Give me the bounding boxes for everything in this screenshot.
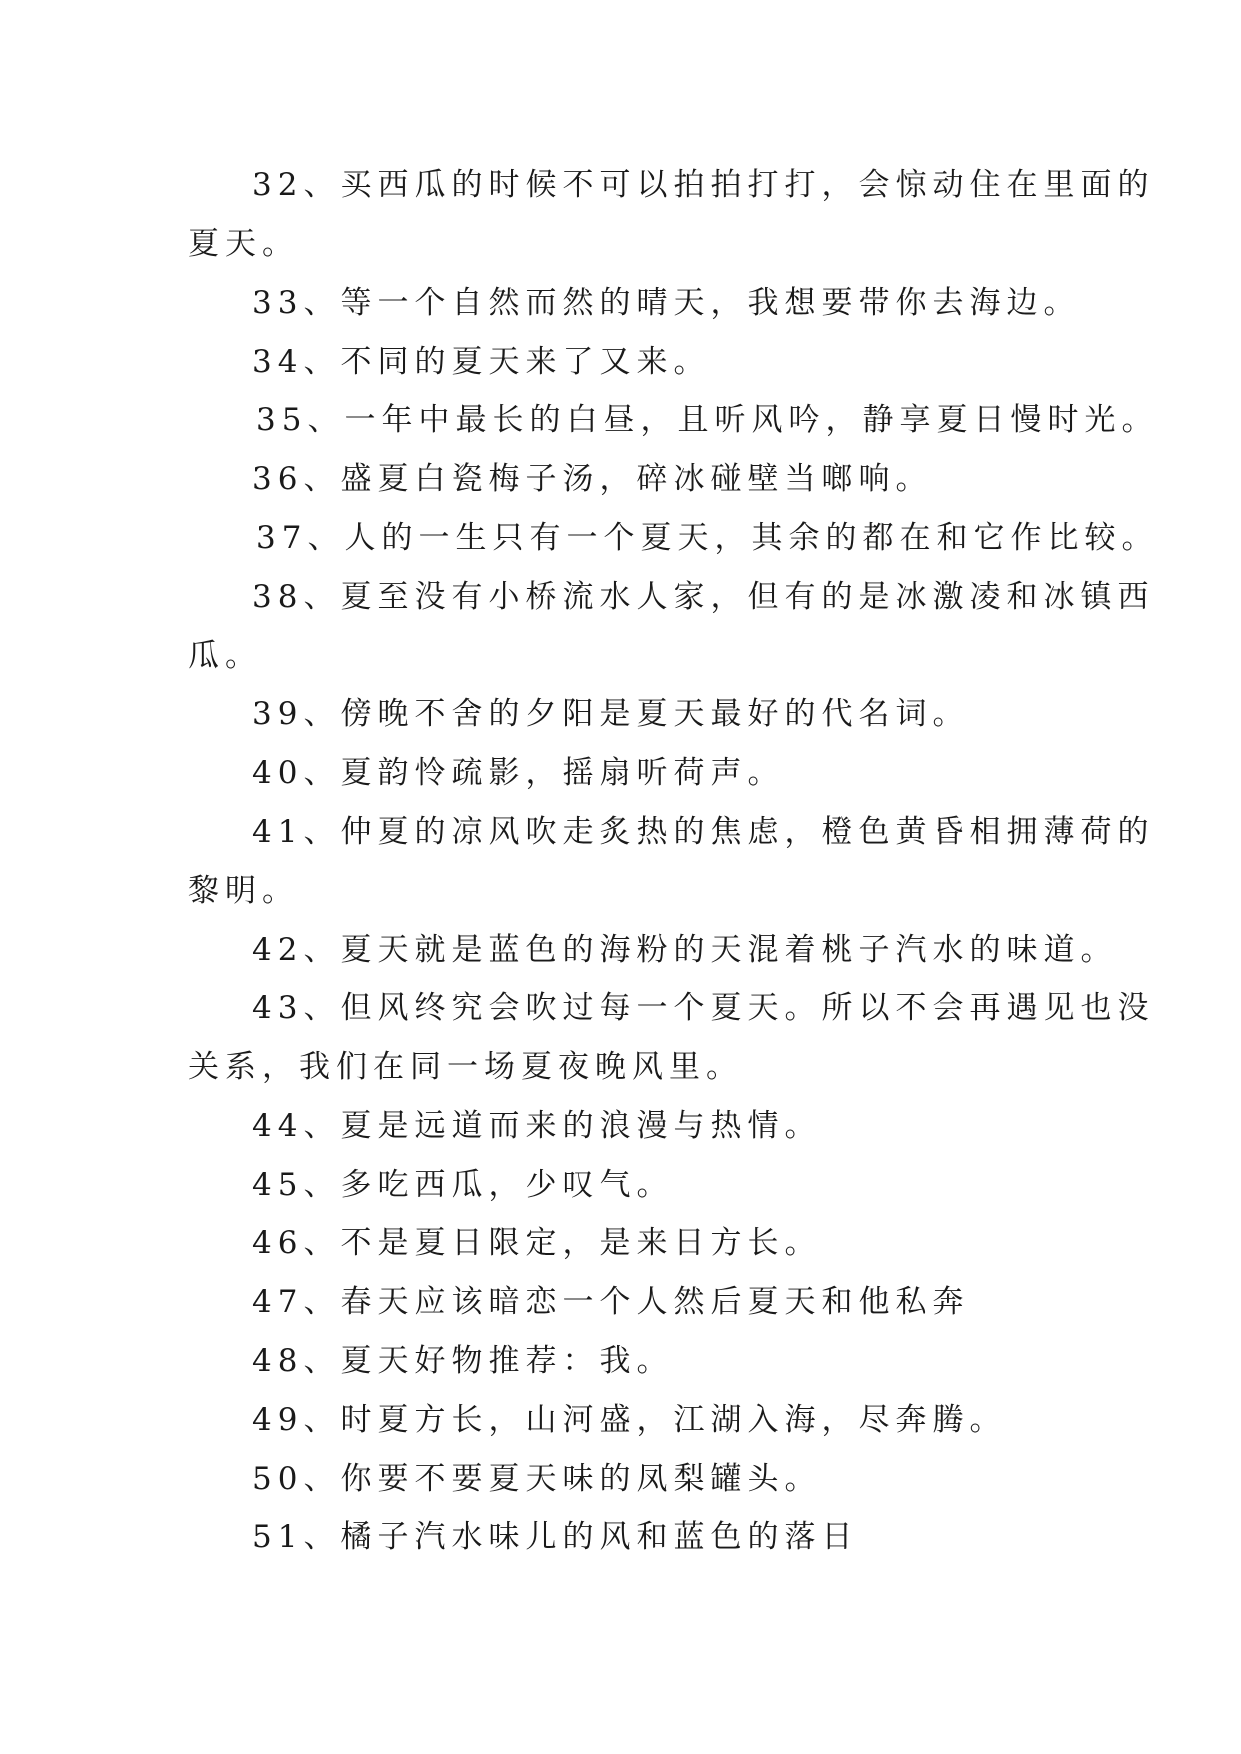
text-line-35: 35、一年中最长的白昼，且听风吟，静享夏日慢时光。	[256, 402, 1159, 438]
text-line-44: 44、夏是远道而来的浪漫与热情。	[252, 1108, 822, 1144]
text-line-45: 45、多吃西瓜，少叹气。	[252, 1167, 674, 1203]
text-line-38-cont: 瓜。	[188, 638, 262, 674]
text-line-32-cont: 夏天。	[188, 226, 299, 262]
text-line-47: 47、春天应该暗恋一个人然后夏天和他私奔	[252, 1284, 970, 1320]
text-line-41: 41、仲夏的凉风吹走炙热的焦虑，橙色黄昏相拥薄荷的	[252, 814, 1155, 850]
text-line-42: 42、夏天就是蓝色的海粉的天混着桃子汽水的味道。	[252, 932, 1118, 968]
text-line-49: 49、时夏方长，山河盛，江湖入海，尽奔腾。	[252, 1402, 1007, 1438]
text-line-46: 46、不是夏日限定，是来日方长。	[252, 1225, 822, 1261]
text-line-51: 51、橘子汽水味儿的风和蓝色的落日	[252, 1519, 859, 1555]
text-line-40: 40、夏韵怜疏影，摇扇听荷声。	[252, 755, 785, 791]
text-line-41-cont: 黎明。	[188, 873, 299, 909]
text-line-43: 43、但风终究会吹过每一个夏天。所以不会再遇见也没	[252, 990, 1155, 1026]
text-line-37: 37、人的一生只有一个夏天，其余的都在和它作比较。	[256, 520, 1159, 556]
text-line-39: 39、傍晚不舍的夕阳是夏天最好的代名词。	[252, 696, 970, 732]
text-line-50: 50、你要不要夏天味的凤梨罐头。	[252, 1461, 822, 1497]
text-line-38: 38、夏至没有小桥流水人家，但有的是冰激凌和冰镇西	[252, 579, 1155, 615]
text-line-34: 34、不同的夏天来了又来。	[252, 344, 711, 380]
text-line-43-cont: 关系，我们在同一场夏夜晚风里。	[188, 1049, 743, 1085]
text-line-33: 33、等一个自然而然的晴天，我想要带你去海边。	[252, 285, 1081, 321]
text-line-36: 36、盛夏白瓷梅子汤，碎冰碰壁当啷响。	[252, 461, 933, 497]
text-line-32: 32、买西瓜的时候不可以拍拍打打，会惊动住在里面的	[252, 167, 1155, 203]
text-line-48: 48、夏天好物推荐：我。	[252, 1343, 674, 1379]
